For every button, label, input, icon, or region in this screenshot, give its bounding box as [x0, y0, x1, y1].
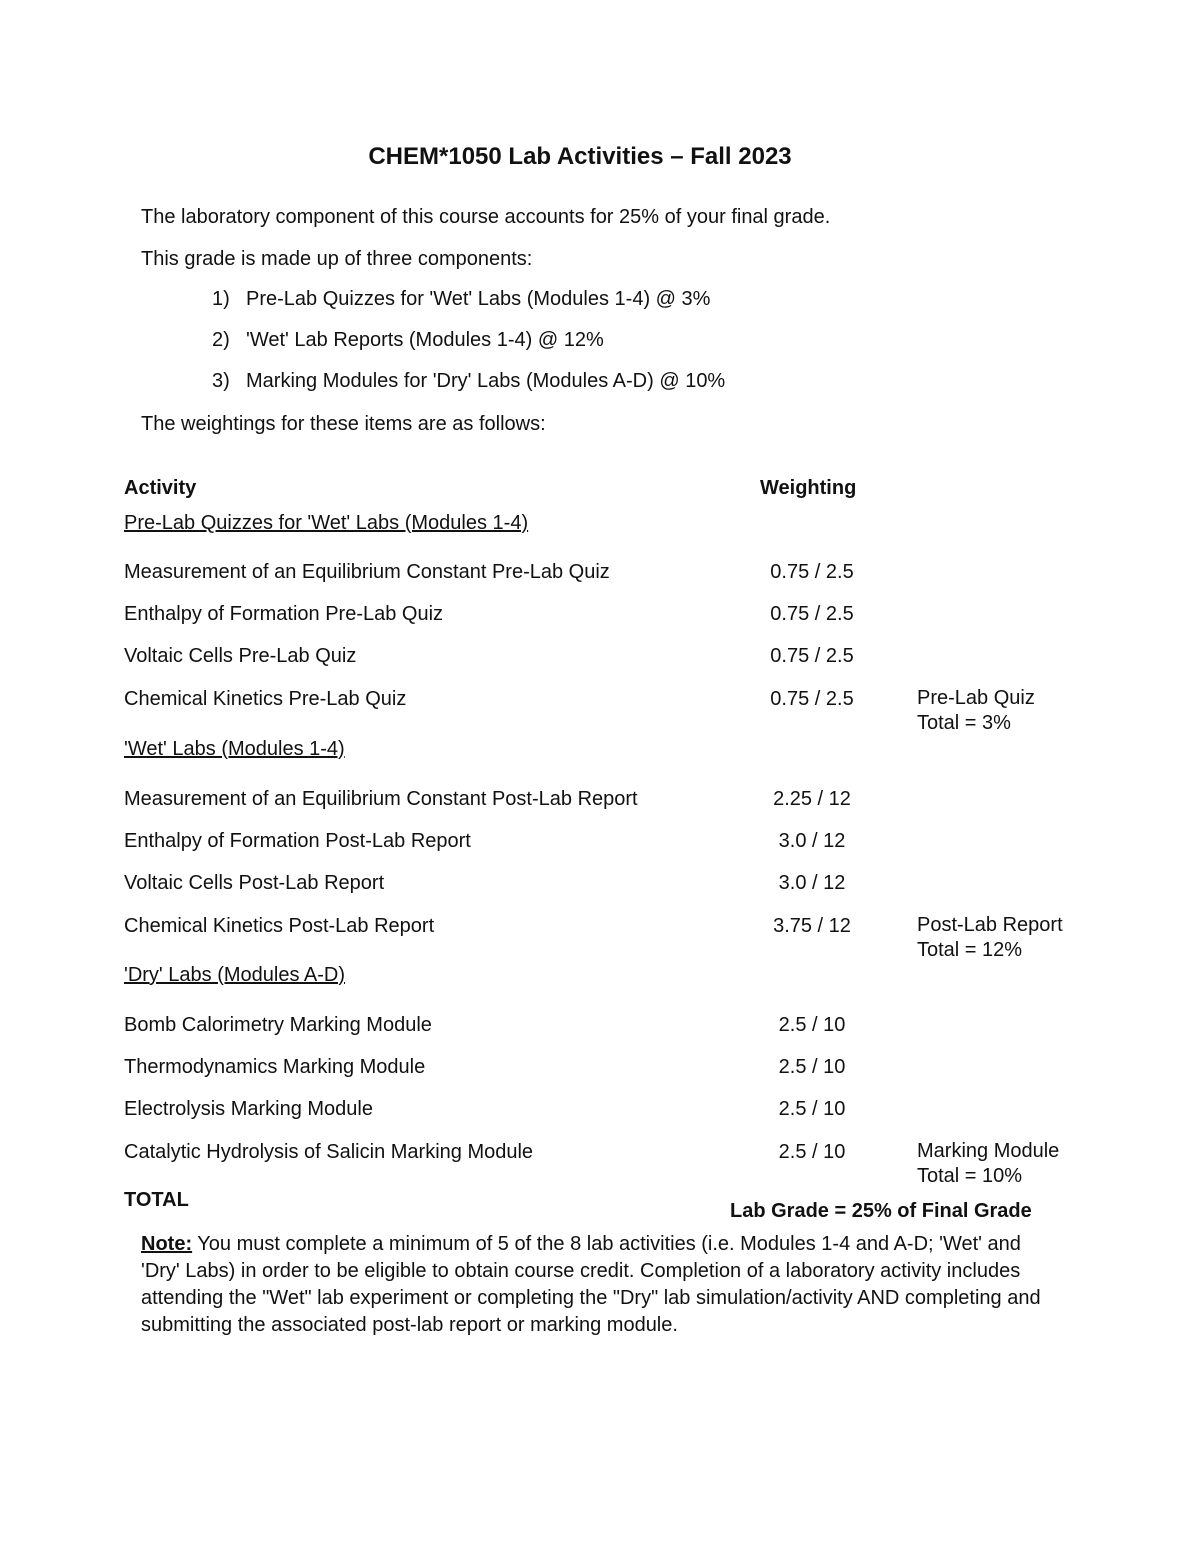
table-row-weight: 0.75 / 2.5: [770, 603, 854, 625]
grand-total: Lab Grade = 25% of Final Grade: [730, 1200, 1032, 1222]
table-row-weight: 3.0 / 12: [778, 872, 846, 894]
subtotal-label: Marking Module: [917, 1140, 1060, 1162]
intro-line-3: The weightings for these items are as follows:: [141, 413, 546, 435]
list-number: 2): [212, 329, 230, 351]
table-row-weight: 3.0 / 12: [778, 830, 846, 852]
table-row-weight: 2.25 / 12: [773, 788, 851, 810]
list-text: Marking Modules for 'Dry' Labs (Modules A-D) @ 10%: [246, 370, 726, 392]
table-row-weight: 0.75 / 2.5: [770, 645, 854, 667]
table-row-label: Chemical Kinetics Post-Lab Report: [124, 915, 435, 937]
subtotal-marking-module: [917, 1139, 1097, 1189]
subtotal-value: Total = 10%: [917, 1165, 1023, 1187]
table-row-weight: 2.5 / 10: [778, 1098, 846, 1120]
component-item-2: [212, 329, 604, 352]
column-header-activity: Activity: [124, 477, 197, 499]
list-number: 1): [212, 288, 230, 310]
list-text: Pre-Lab Quizzes for 'Wet' Labs (Modules 1-4) @ 3%: [246, 288, 711, 310]
table-row-weight: 3.75 / 12: [773, 915, 851, 937]
list-number: 3): [212, 370, 230, 392]
subtotal-value: Total = 12%: [917, 939, 1023, 961]
table-row-label: Bomb Calorimetry Marking Module: [124, 1014, 432, 1036]
table-row-weight: 0.75 / 2.5: [770, 561, 854, 583]
table-row-label: Voltaic Cells Post-Lab Report: [124, 872, 385, 894]
component-item-3: [212, 370, 725, 393]
subtotal-label: Pre-Lab Quiz: [917, 687, 1035, 709]
table-row-weight: 2.5 / 10: [778, 1014, 846, 1036]
intro-line-1: The laboratory component of this course accounts for 25% of your final grade.: [141, 206, 831, 228]
column-header-weighting: Weighting: [760, 477, 857, 499]
note-text: You must complete a minimum of 5 of the 8 lab activities (i.e. Modules 1-4 and A-D; 'Wet' and 'Dry' Labs) in order to be eligible to obtain course credit. Completion of a laboratory activity includes attending the "Wet" lab experiment or completing the "Dry" lab simulation/activity AND completing and submitting the associated post-lab report or marking module.: [141, 1233, 1041, 1336]
note-paragraph: [141, 1231, 1041, 1339]
component-item-1: [212, 288, 710, 311]
table-row-label: Chemical Kinetics Pre-Lab Quiz: [124, 688, 407, 710]
table-row-label: Electrolysis Marking Module: [124, 1098, 373, 1120]
section-heading-wet-labs: 'Wet' Labs (Modules 1-4): [124, 738, 345, 760]
intro-line-2: This grade is made up of three components:: [141, 248, 533, 270]
total-label: TOTAL: [124, 1189, 189, 1211]
subtotal-prelab: [917, 686, 1097, 736]
table-row-label: Voltaic Cells Pre-Lab Quiz: [124, 645, 357, 667]
table-row-label: Thermodynamics Marking Module: [124, 1056, 426, 1078]
table-row-weight: 2.5 / 10: [778, 1141, 846, 1163]
table-row-label: Enthalpy of Formation Post-Lab Report: [124, 830, 471, 852]
subtotal-postlab: [917, 913, 1097, 963]
subtotal-value: Total = 3%: [917, 712, 1011, 734]
table-row-label: Measurement of an Equilibrium Constant Post-Lab Report: [124, 788, 638, 810]
table-row-label: Measurement of an Equilibrium Constant Pre-Lab Quiz: [124, 561, 610, 583]
list-text: 'Wet' Lab Reports (Modules 1-4) @ 12%: [246, 329, 604, 351]
note-label: Note:: [141, 1233, 193, 1255]
subtotal-label: Post-Lab Report: [917, 914, 1063, 936]
section-heading-dry-labs: 'Dry' Labs (Modules A-D): [124, 964, 346, 986]
table-row-weight: 2.5 / 10: [778, 1056, 846, 1078]
table-row-weight: 0.75 / 2.5: [770, 688, 854, 710]
table-row-label: Enthalpy of Formation Pre-Lab Quiz: [124, 603, 444, 625]
section-heading-prelab: Pre-Lab Quizzes for 'Wet' Labs (Modules 1-4): [124, 512, 529, 534]
table-row-label: Catalytic Hydrolysis of Salicin Marking Module: [124, 1141, 534, 1163]
page-title: CHEM*1050 Lab Activities – Fall 2023: [368, 143, 792, 170]
